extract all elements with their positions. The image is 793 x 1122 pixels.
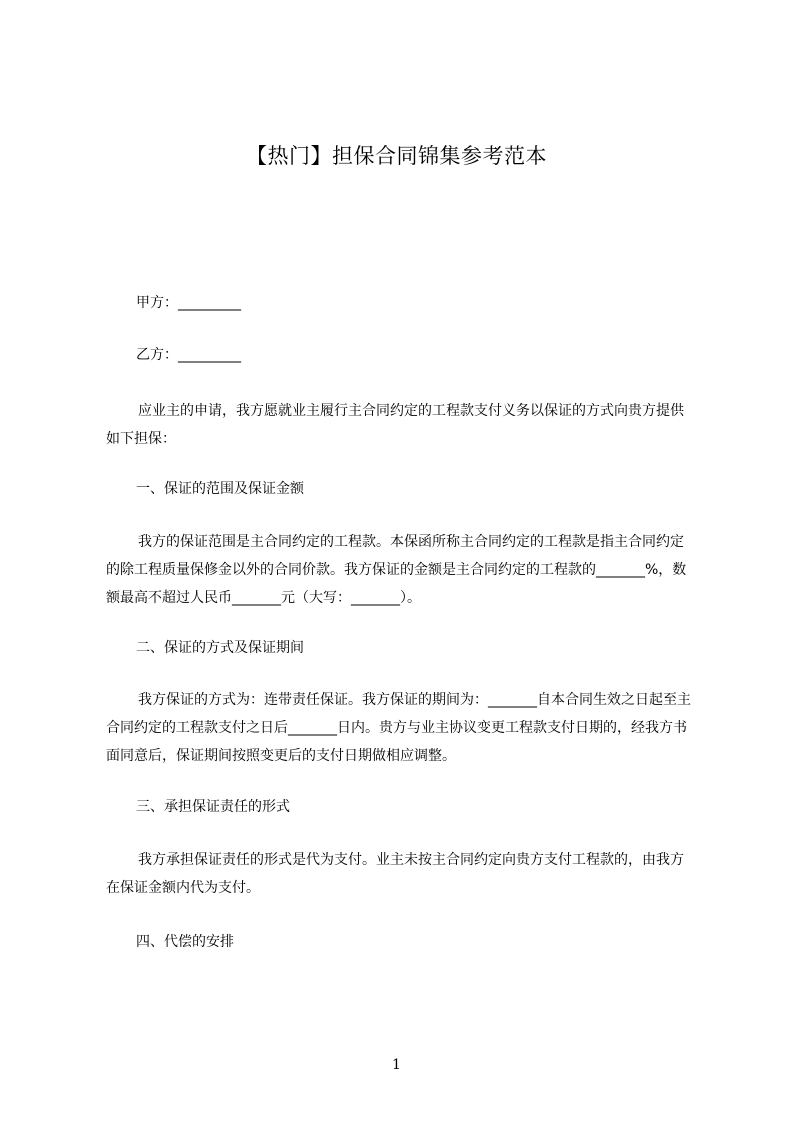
document-title: 【热门】担保合同锦集参考范本 [246,144,547,168]
section-heading-3: 三、承担保证责任的形式 [136,799,290,815]
party-a-line: 甲方：_________ [136,295,241,311]
intro-paragraph: 应业主的申请，我方愿就业主履行主合同约定的工程款支付义务以保证的方式向贵方提供如下担保： [106,403,684,447]
party-b-line: 乙方：_________ [136,347,241,363]
section-body-1: 我方的保证范围是主合同约定的工程款。本保函所称主合同约定的工程款是指主合同约定的除工程质量保修金以外的合同价款。我方保证的金额是主合同约定的工程款的_______%，数额最高不超过人民币_______元（大写：_______）。 [106,534,687,606]
section-body-2: 我方保证的方式为：连带责任保证。我方保证的期间为：_______自本合同生效之日起至主合同约定的工程款支付之日后_______日内。贵方与业主协议变更工程款支付日期的，经我方书面同意后，保证期间按照变更后的支付日期做相应调整。 [106,692,691,764]
page-number: 1 [392,1057,401,1073]
section-heading-2: 二、保证的方式及保证期间 [136,640,304,656]
section-heading-1: 一、保证的范围及保证金额 [136,481,304,497]
section-body-3: 我方承担保证责任的形式是代为支付。业主未按主合同约定向贵方支付工程款的，由我方在保证金额内代为支付。 [106,852,684,896]
section-heading-4: 四、代偿的安排 [136,934,234,950]
